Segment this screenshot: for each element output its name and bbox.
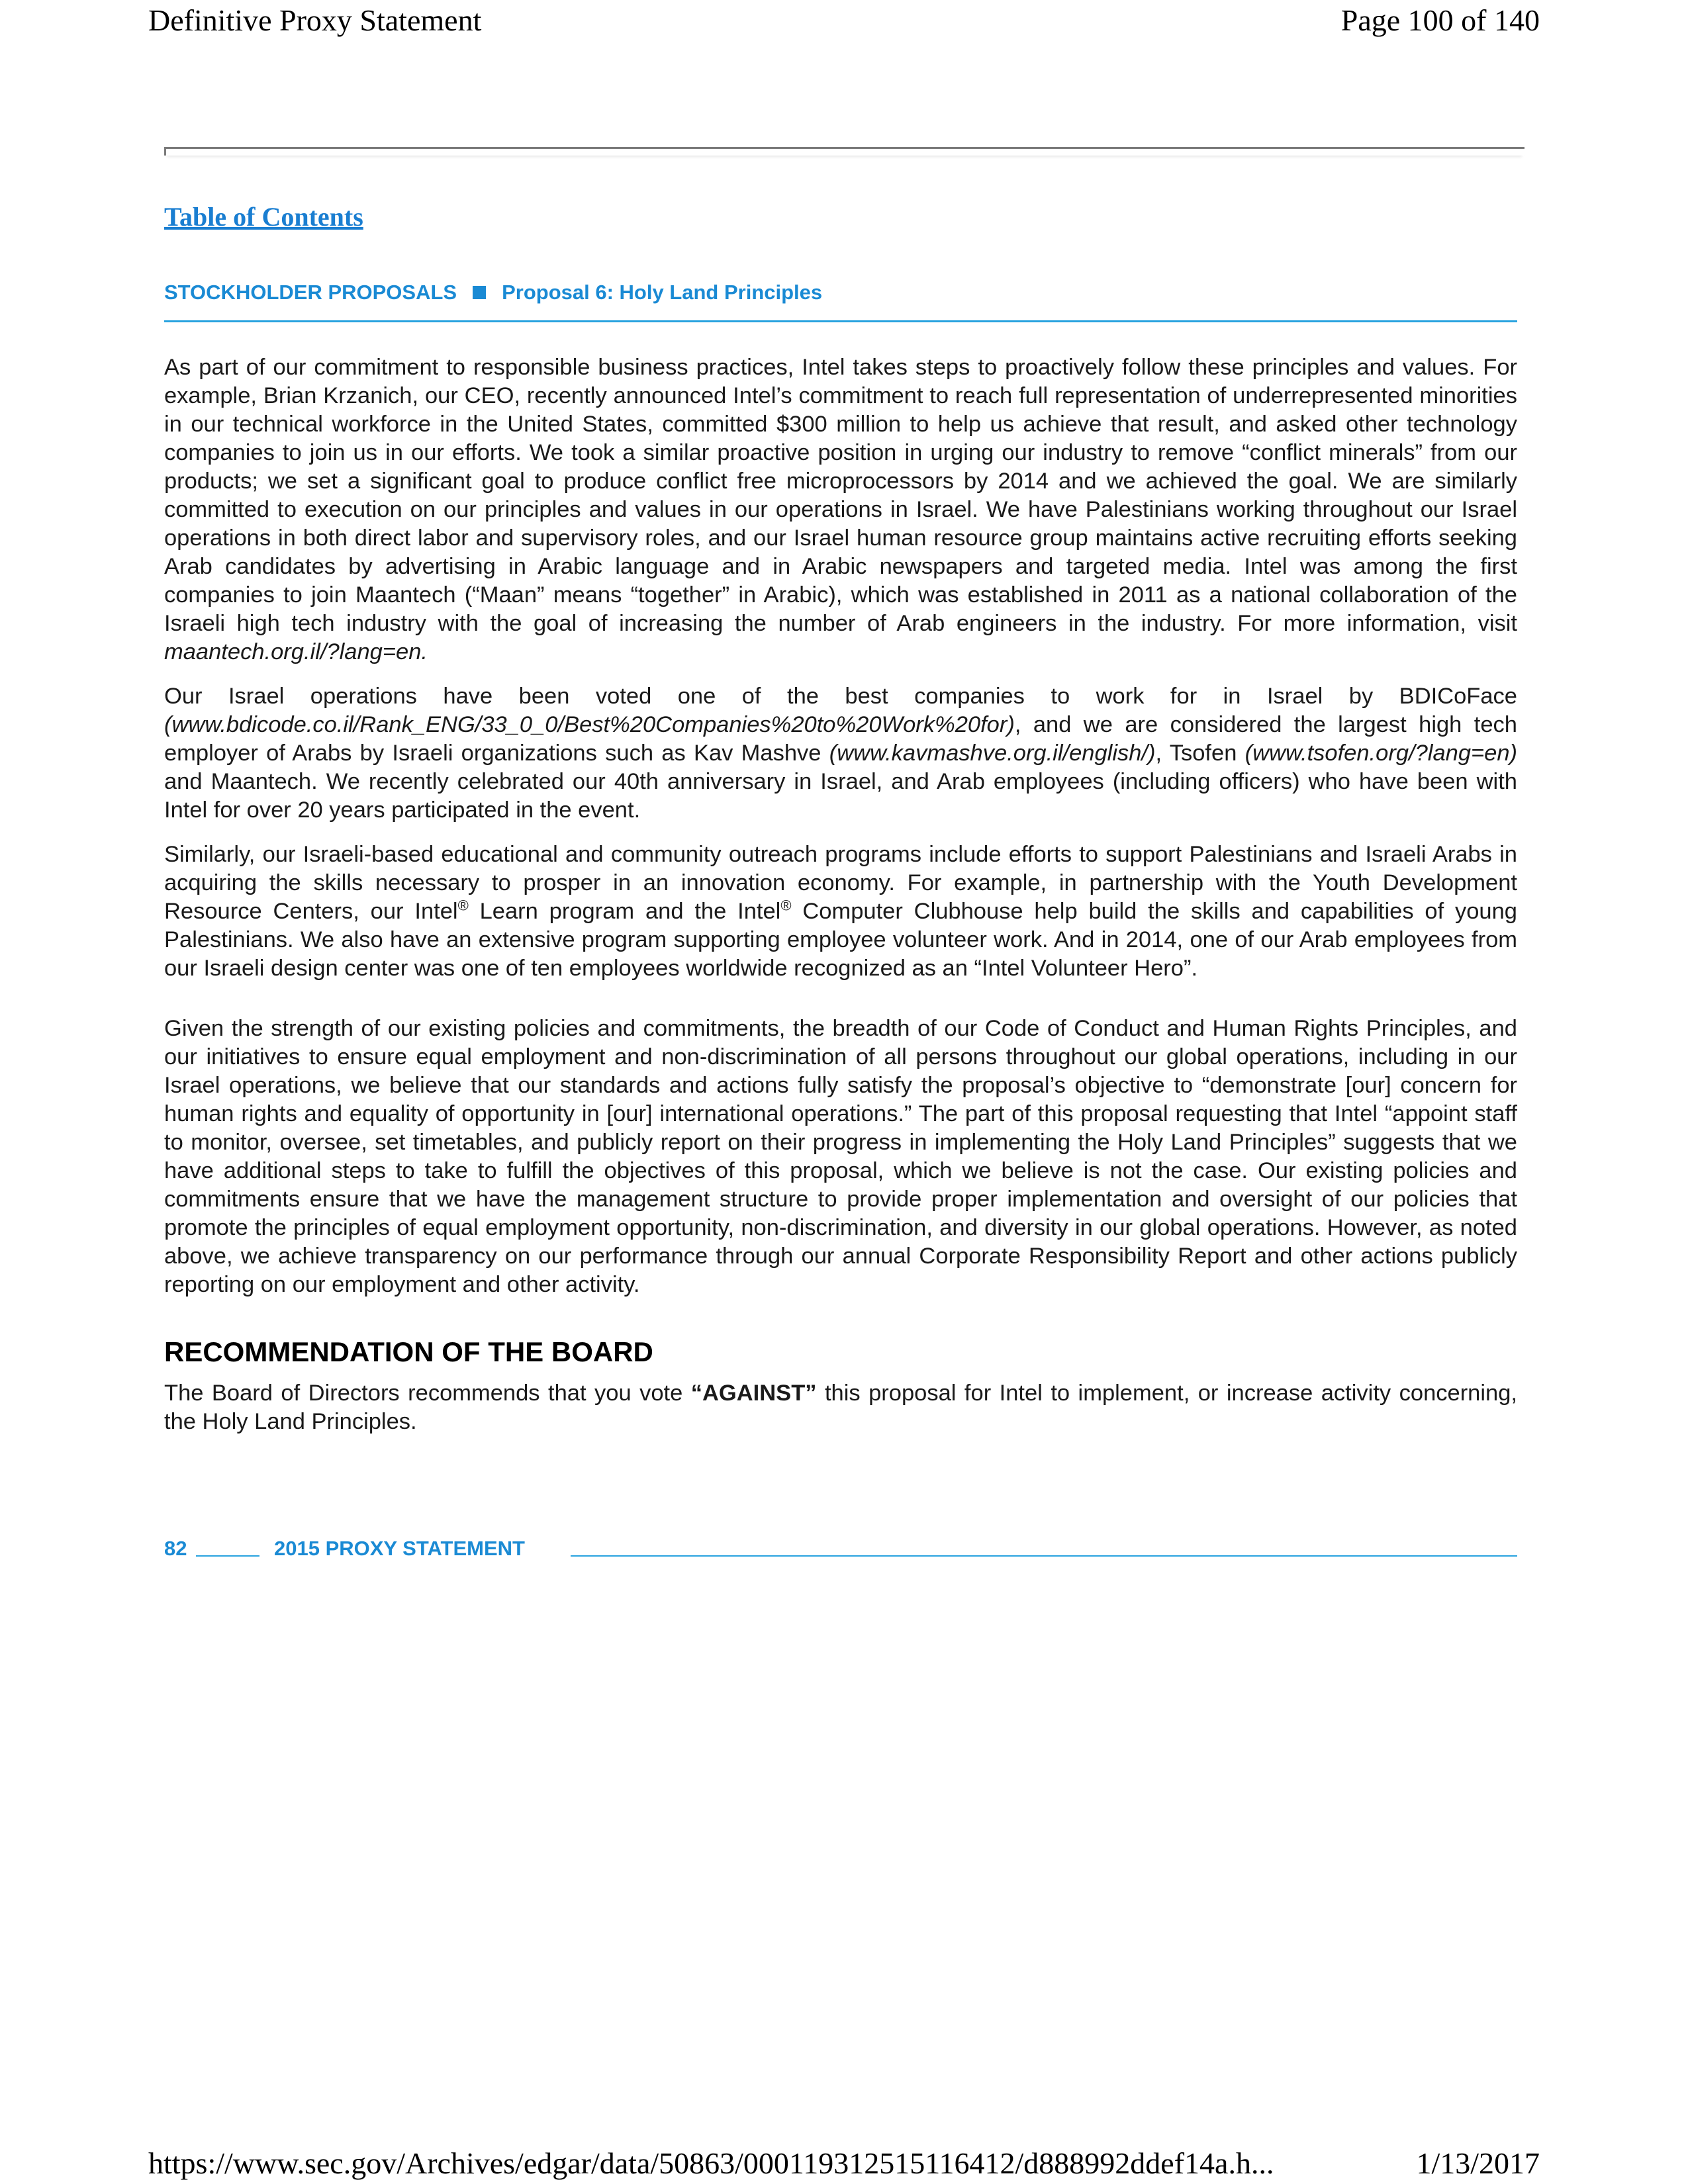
paragraph-policies: Given the strength of our existing policies and commitments, the breadth of our Code of Conduct and Human Rights Principles, and our initiatives to ensure equal employment and non-discrimination of all persons throughout our global operations, including in our Israel operations, we believe that our standards and actions fully satisfy the proposal’s objective to “demonstrate [our] concern for human rights and equality of opportunity in [our] international operations.” The part of this proposal requesting that Intel “appoint staff to monitor, oversee, set timetables, and publicly report on their progress in implementing the Holy Land Principles” suggests that we have additional steps to take to fulfill the objectives of this proposal, which we believe is not the case. Our existing policies and commitments ensure that we have the management structure to provide proper implementation and oversight of our policies that promote the principles of equal employment opportunity, non-discrimination, and diversity in our global operations. However, as noted above, we achieve transparency on our performance through our annual Corporate Responsibility Report and other actions publicly reporting on our employment and other activity. <box>164 1016 1517 1297</box>
paragraph-commitment <box>164 353 1517 666</box>
vote-against: “AGAINST” <box>690 1381 817 1406</box>
registered-mark: ® <box>780 897 792 914</box>
proposal-title: Proposal 6: Holy Land Principles <box>502 281 823 304</box>
paragraph-text: Learn program and the Intel <box>468 899 781 924</box>
paragraph-outreach <box>164 841 1517 983</box>
paragraph-text: , and we are considered the largest high tech employer of Arabs by Israeli organizations such as Kav Mashve <box>164 712 1517 766</box>
document-body <box>164 353 1517 1452</box>
footer-divider <box>196 1555 259 1557</box>
paragraph-israel-operations <box>164 682 1517 825</box>
registered-mark: ® <box>457 897 469 914</box>
maantech-link[interactable]: maantech.org.il/?lang=en. <box>164 639 428 664</box>
print-footer <box>148 2146 1540 2181</box>
source-url: https://www.sec.gov/Archives/edgar/data/50863/000119312515116412/d888992ddef14a.h... <box>148 2146 1274 2180</box>
bdicode-link[interactable]: (www.bdicode.co.il/Rank_ENG/33_0_0/Best%20Companies%20to%20Work%20for) <box>164 712 1015 737</box>
paragraph-recommendation <box>164 1379 1517 1436</box>
table-of-contents-link[interactable]: Table of Contents <box>164 202 363 232</box>
print-date: 1/13/2017 <box>1416 2146 1540 2180</box>
paragraph-text: this proposal for Intel to implement, or increase activity concerning, the Holy Land Principles. <box>164 1381 1517 1434</box>
footer-label: 2015 PROXY STATEMENT <box>274 1537 525 1560</box>
footer-divider <box>571 1555 1517 1557</box>
section-header <box>164 281 1517 322</box>
paragraph-text: The Board of Directors recommends that you vote <box>164 1381 691 1406</box>
tsofen-link[interactable]: (www.tsofen.org/?lang=en) <box>1244 741 1518 766</box>
paragraph-text: Our Israel operations have been voted one of the best companies to work for in Israel by BDICoFace <box>164 684 1517 709</box>
print-header <box>148 3 1540 38</box>
square-bullet-icon <box>473 286 486 299</box>
top-divider <box>164 147 1524 156</box>
page-number: 82 <box>164 1537 187 1560</box>
page-footer <box>164 1537 1517 1563</box>
document-title: Definitive Proxy Statement <box>148 3 482 37</box>
paragraph-text: As part of our commitment to responsible business practices, Intel takes steps to proactively follow these principles and values. For example, Brian Krzanich, our CEO, recently announced Intel’s commitment to reach full representation of underrepresented minorities in our technical workforce in the United States, committed $300 million to help us achieve that result, and asked other technology companies to join us in our efforts. We took a similar proactive position in urging our industry to remove “conflict minerals” from our products; we set a significant goal to produce conflict free microprocessors by 2014 and we achieved the goal. We are similarly committed to execution on our principles and values in our operations in Israel. We have Palestinians working throughout our Israel operations in both direct labor and supervisory roles, and our Israel human resource group maintains active recruiting efforts seeking Arab candidates by advertising in Arabic language and in Arabic newspapers and targeted media. Intel was among the first companies to join Maantech (“Maan” means “together” in Arabic), which was established in 2011 as a national collaboration of the Israeli high tech industry with the goal of increasing the number of Arab engineers in the industry. For more information, visit <box>164 355 1517 636</box>
paragraph-text: and Maantech. We recently celebrated our 40th anniversary in Israel, and Arab employees (including officers) who have been with Intel for over 20 years participated in the event. <box>164 769 1517 823</box>
paragraph-text: Computer Clubhouse help build the skills and capabilities of young Palestinians. We also have an extensive program supporting employee volunteer work. And in 2014, one of our Arab employees from our Israeli design center was one of ten employees worldwide recognized as an “Intel Volunteer Hero”. <box>164 899 1517 981</box>
section-title: STOCKHOLDER PROPOSALS <box>164 281 457 304</box>
kavmashve-link[interactable]: (www.kavmashve.org.il/english/) <box>829 741 1156 766</box>
recommendation-heading: RECOMMENDATION OF THE BOARD <box>164 1336 653 1367</box>
paragraph-text: Similarly, our Israeli-based educational and community outreach programs include efforts to support Palestinians and Israeli Arabs in acquiring the skills necessary to prosper in an innovation economy. For example, in partnership with the Youth Development Resource Centers, our Intel <box>164 842 1517 924</box>
page-indicator: Page 100 of 140 <box>1340 3 1540 37</box>
paragraph-text: , Tsofen <box>1155 741 1245 766</box>
